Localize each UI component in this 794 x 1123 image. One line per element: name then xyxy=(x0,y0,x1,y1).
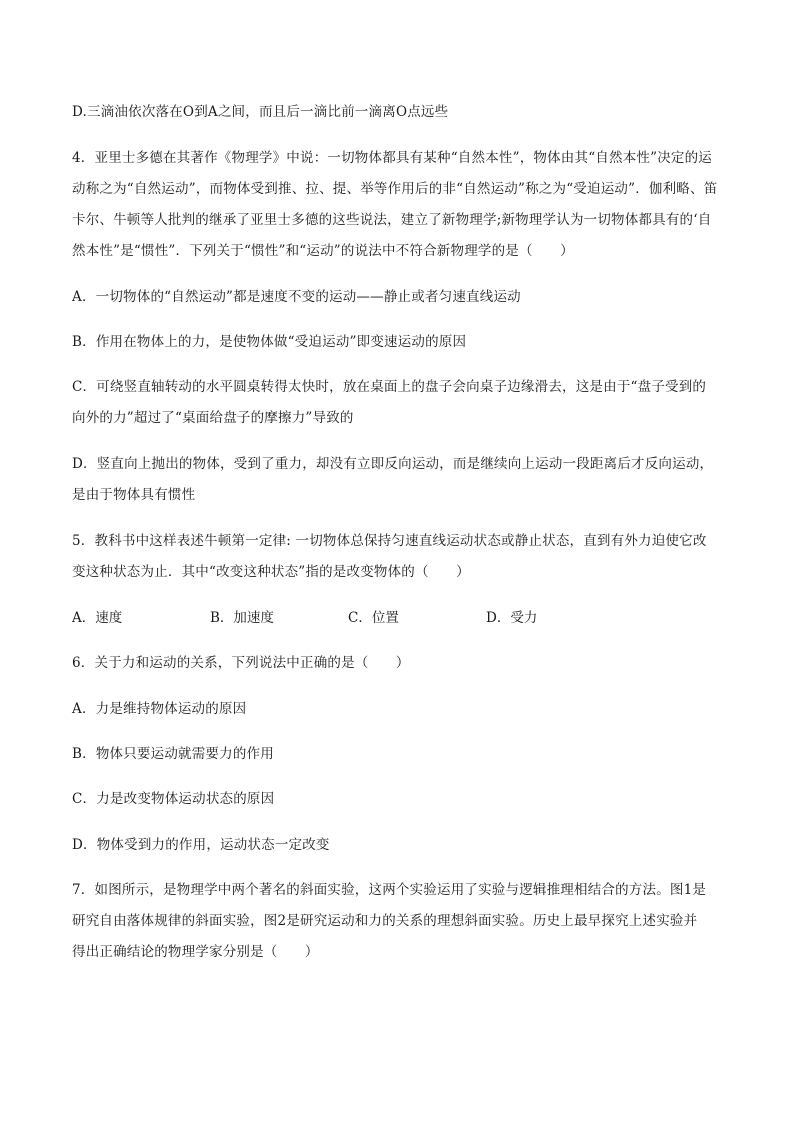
q4-option-b: B．作用在物体上的力，是使物体做“受迫运动”即变速运动的原因 xyxy=(72,334,467,350)
q6-option-a: A．力是维持物体运动的原因 xyxy=(72,701,247,717)
q7-stem-line: 7．如图所示，是物理学中两个著名的斜面实验，这两个实验运用了实验与逻辑推理相结合的方法。图1是 xyxy=(72,882,707,898)
q5-option-c: C．位置 xyxy=(348,610,399,626)
q6-stem: 6．关于力和运动的关系，下列说法中正确的是（ ） xyxy=(72,655,410,671)
q4-option-d-cont: 是由于物体具有惯性 xyxy=(72,487,196,503)
q6-option-c: C．力是改变物体运动状态的原因 xyxy=(72,791,275,807)
q3-option-d: D.三滴油依次落在O到A之间，而且后一滴比前一滴离O点远些 xyxy=(72,104,449,120)
q5-stem-line: 变这种状态为止．其中“改变这种状态”指的是改变物体的（ ） xyxy=(72,564,470,580)
q5-option-b: B．加速度 xyxy=(210,610,274,626)
q4-option-c-cont: 向外的力”超过了“桌面给盘子的摩擦力”导致的 xyxy=(72,410,354,426)
q4-option-c: C．可绕竖直轴转动的水平圆桌转得太快时，放在桌面上的盘子会向桌子边缘滑去，这是由于“盘子受到的 xyxy=(72,379,707,395)
q6-option-d: D．物体受到力的作用，运动状态一定改变 xyxy=(72,837,330,853)
q7-stem-line: 研究自由落体规律的斜面实验，图2是研究运动和力的关系的理想斜面实验。历史上最早探究上述实验并 xyxy=(72,913,698,929)
q5-option-a: A．速度 xyxy=(72,610,123,626)
q5-stem-line: 5．教科书中这样表述牛顿第一定律: 一切物体总保持匀速直线运动状态或静止状态，直到有外力迫使它改 xyxy=(72,533,707,549)
q4-stem-line: 卡尔、牛顿等人批判的继承了亚里士多德的这些说法，建立了新物理学;新物理学认为一切物体都具有的‘自 xyxy=(72,212,712,228)
q7-stem-line: 得出正确结论的物理学家分别是（ ） xyxy=(72,944,319,960)
q5-option-d: D．受力 xyxy=(486,610,538,626)
q4-option-a: A．一切物体的“自然运动”都是速度不变的运动——静止或者匀速直线运动 xyxy=(72,289,521,305)
q6-option-b: B．物体只要运动就需要力的作用 xyxy=(72,746,274,762)
q4-stem-line: 4．亚里士多德在其著作《物理学》中说：一切物体都具有某种“自然本性”，物体由其“自然本性”决定的运 xyxy=(72,150,712,166)
q4-stem-line: 然本性”是“惯性”．下列关于“惯性”和“运动”的说法中不符合新物理学的是（ ） xyxy=(72,243,574,259)
q4-stem-line: 动称之为“自然运动”，而物体受到推、拉、提、举等作用后的非“自然运动”称之为“受迫运动”．伽利略、笛 xyxy=(72,181,718,197)
q4-option-d: D．竖直向上抛出的物体，受到了重力，却没有立即反向运动，而是继续向上运动一段距离后才反向运动， xyxy=(72,456,714,472)
